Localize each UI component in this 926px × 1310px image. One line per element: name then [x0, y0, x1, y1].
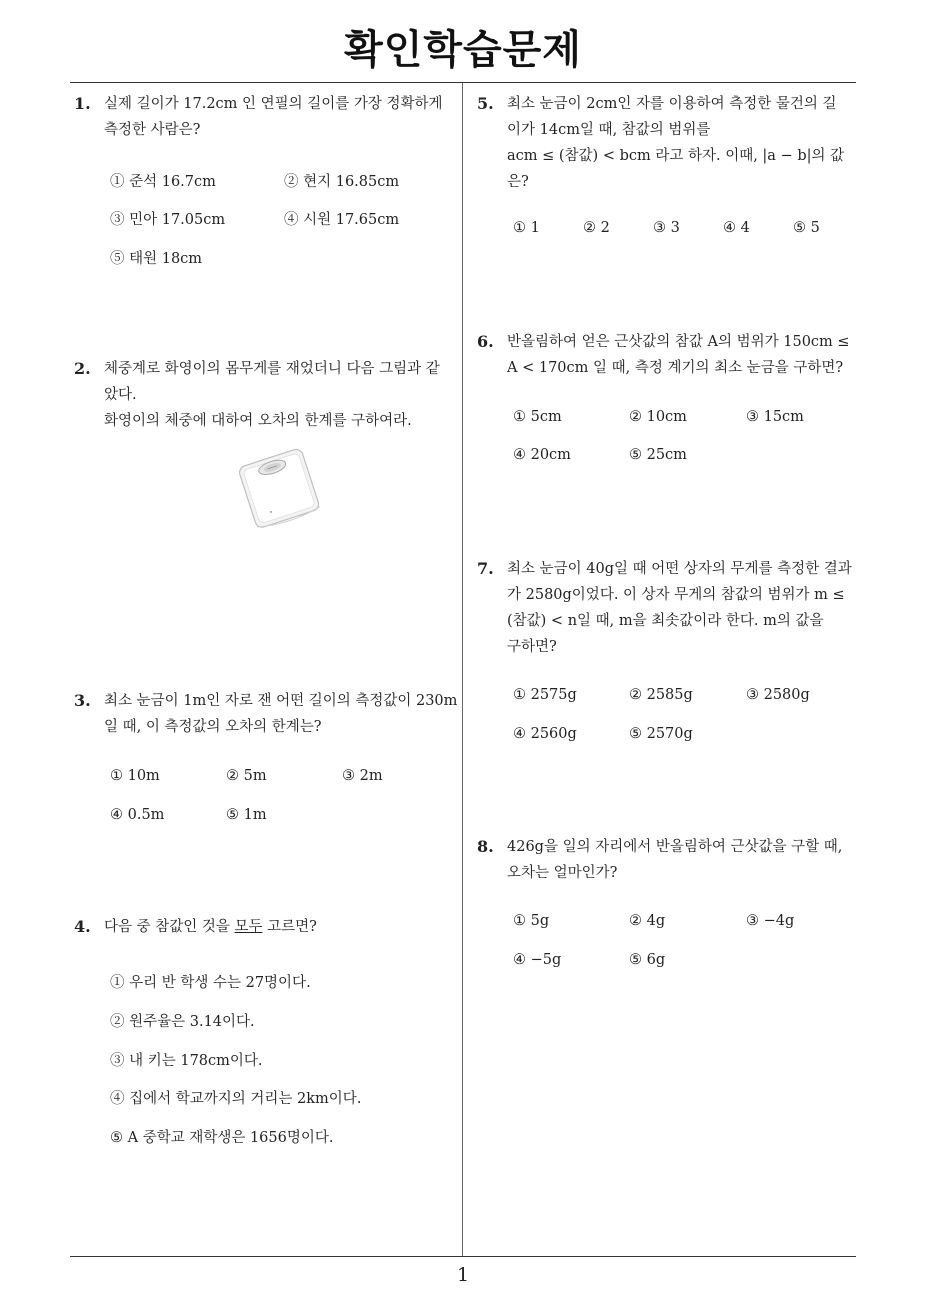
stem-line: 최소 눈금이 40g일 때 어떤 상자의 무게를 측정한 결과	[507, 561, 852, 577]
choice-4[interactable]: ④ 20cm	[513, 447, 571, 463]
stem-line: 았다.	[104, 387, 137, 403]
choice-5[interactable]: ⑤ A 중학교 재학생은 1656명이다.	[110, 1130, 334, 1146]
choice-2[interactable]: ② 2585g	[629, 687, 693, 703]
top-rule	[70, 82, 856, 83]
question-number: 4.	[74, 917, 91, 936]
choice-2[interactable]: ② 원주율은 3.14이다.	[110, 1014, 255, 1030]
choice-3[interactable]: ③ 15cm	[746, 409, 804, 425]
choice-5[interactable]: ⑤ 5	[793, 220, 820, 236]
question-stem	[104, 356, 459, 434]
question-stem	[507, 834, 862, 886]
stem-line: (참값) < n일 때, m을 최솟값이라 한다. m의 값을	[507, 613, 824, 629]
question-stem	[104, 91, 459, 143]
stem-line: 측정한 사람은?	[104, 122, 201, 138]
choice-4[interactable]: ④ 집에서 학교까지의 거리는 2km이다.	[110, 1091, 362, 1107]
choice-2[interactable]: ② 10cm	[629, 409, 687, 425]
choice-3[interactable]: ③ 3	[653, 220, 680, 236]
question-number: 2.	[74, 359, 91, 378]
choice-2[interactable]: ② 현지 16.85cm	[284, 174, 400, 190]
choice-2[interactable]: ② 4g	[629, 913, 666, 929]
question-number: 6.	[477, 332, 494, 351]
question-number: 1.	[74, 94, 91, 113]
stem-line: 반올림하여 얻은 근삿값의 참값 A의 범위가 150cm ≤	[507, 334, 850, 350]
choice-5[interactable]: ⑤ 2570g	[629, 726, 693, 742]
question-stem	[104, 688, 459, 740]
stem-line: 구하면?	[507, 639, 557, 655]
choice-5[interactable]: ⑤ 태원 18cm	[110, 251, 203, 267]
stem-line: 오차는 얼마인가?	[507, 865, 618, 881]
choice-5[interactable]: ⑤ 25cm	[629, 447, 687, 463]
stem-line: 화영이의 체중에 대하여 오차의 한계를 구하여라.	[104, 413, 412, 429]
choice-1[interactable]: ① 2575g	[513, 687, 577, 703]
question-number: 3.	[74, 691, 91, 710]
choice-5[interactable]: ⑤ 6g	[629, 952, 666, 968]
question-number: 5.	[477, 94, 494, 113]
page-number: 1	[456, 1264, 470, 1286]
choice-4[interactable]: ④ 시원 17.65cm	[284, 212, 400, 228]
choice-1[interactable]: ① 우리 반 학생 수는 27명이다.	[110, 975, 311, 991]
choice-3[interactable]: ③ 2m	[342, 768, 383, 784]
choice-2[interactable]: ② 2	[583, 220, 610, 236]
choice-4[interactable]: ④ 0.5m	[110, 807, 165, 823]
stem-line: A < 170cm 일 때, 측정 계기의 최소 눈금을 구하면?	[507, 360, 844, 376]
choice-3[interactable]: ③ −4g	[746, 913, 795, 929]
choice-3[interactable]: ③ 2580g	[746, 687, 810, 703]
bottom-rule	[70, 1256, 856, 1257]
question-stem	[507, 329, 862, 381]
choice-1[interactable]: ① 5cm	[513, 409, 562, 425]
column-divider	[462, 83, 463, 1256]
stem-line: 일 때, 이 측정값의 오차의 한계는?	[104, 719, 322, 735]
question-stem	[507, 556, 862, 660]
stem-line: 최소 눈금이 2cm인 자를 이용하여 측정한 물건의 길	[507, 96, 837, 112]
choice-1[interactable]: ① 10m	[110, 768, 160, 784]
choice-4[interactable]: ④ −5g	[513, 952, 562, 968]
question-stem	[104, 914, 459, 940]
question-number: 7.	[477, 559, 494, 578]
stem-line: 426g을 일의 자리에서 반올림하여 근삿값을 구할 때,	[507, 839, 843, 855]
stem-text: 고르면?	[262, 919, 317, 935]
choice-1[interactable]: ① 1	[513, 220, 540, 236]
stem-line: 이가 14cm일 때, 참값의 범위를	[507, 122, 711, 138]
stem-text: 다음 중 참값인 것을	[104, 919, 235, 935]
choice-2[interactable]: ② 5m	[226, 768, 267, 784]
stem-line: 체중계로 화영이의 몸무게를 재었더니 다음 그림과 같	[104, 361, 440, 377]
choice-4[interactable]: ④ 2560g	[513, 726, 577, 742]
choice-5[interactable]: ⑤ 1m	[226, 807, 267, 823]
stem-line: 가 2580g이었다. 이 상자 무게의 참값의 범위가 m ≤	[507, 587, 845, 603]
stem-line: acm ≤ (참값) < bcm 라고 하자. 이때, |a − b|의 값	[507, 148, 845, 164]
choice-1[interactable]: ① 5g	[513, 913, 550, 929]
bathroom-scale-image	[232, 448, 328, 528]
stem-emphasis: 모두	[234, 919, 263, 935]
page-title: 확인학습문제	[344, 27, 582, 73]
question-stem	[507, 91, 862, 195]
choice-1[interactable]: ① 준석 16.7cm	[110, 174, 216, 190]
question-number: 8.	[477, 837, 494, 856]
choice-3[interactable]: ③ 내 키는 178cm이다.	[110, 1053, 263, 1069]
choice-4[interactable]: ④ 4	[723, 220, 750, 236]
choice-3[interactable]: ③ 민아 17.05cm	[110, 212, 226, 228]
stem-line: 실제 길이가 17.2cm 인 연필의 길이를 가장 정확하게	[104, 96, 443, 112]
stem-line: 은?	[507, 174, 529, 190]
stem-line: 최소 눈금이 1m인 자로 잰 어떤 길이의 측정값이 230m	[104, 693, 458, 709]
